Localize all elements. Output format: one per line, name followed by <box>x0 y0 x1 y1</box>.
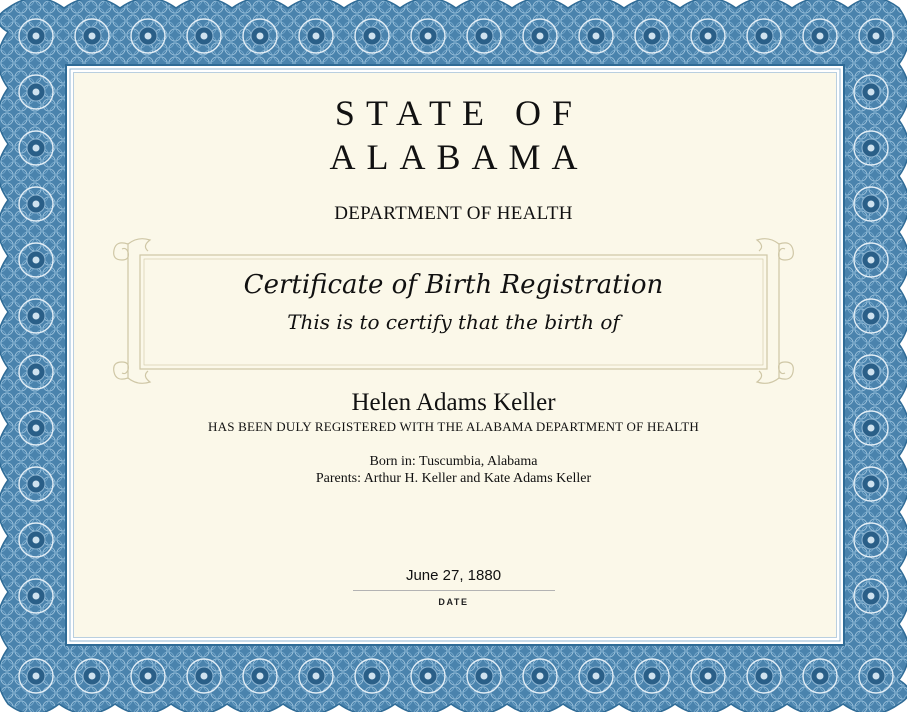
registration-statement: HAS BEEN DULY REGISTERED WITH THE ALABAMA DEPARTMENT OF HEALTH <box>208 419 699 434</box>
certificate-heading: Certificate of Birth Registration <box>243 270 664 300</box>
certificate-subheading: This is to certify that the birth of <box>287 310 620 334</box>
state-title-line-1: STATE OF <box>334 93 584 133</box>
date-signature-line <box>353 590 555 591</box>
birthplace-text: Born in: Tuscumbia, Alabama <box>369 454 538 469</box>
parents-text: Parents: Arthur H. Keller and Kate Adams Keller <box>315 471 592 486</box>
state-title-line-2: ALABAMA <box>329 137 589 177</box>
date-label: DATE <box>438 597 469 607</box>
date-value: June 27, 1880 <box>405 567 502 584</box>
department-title: DEPARTMENT OF HEALTH <box>334 203 573 224</box>
person-name: Helen Adams Keller <box>351 389 556 416</box>
